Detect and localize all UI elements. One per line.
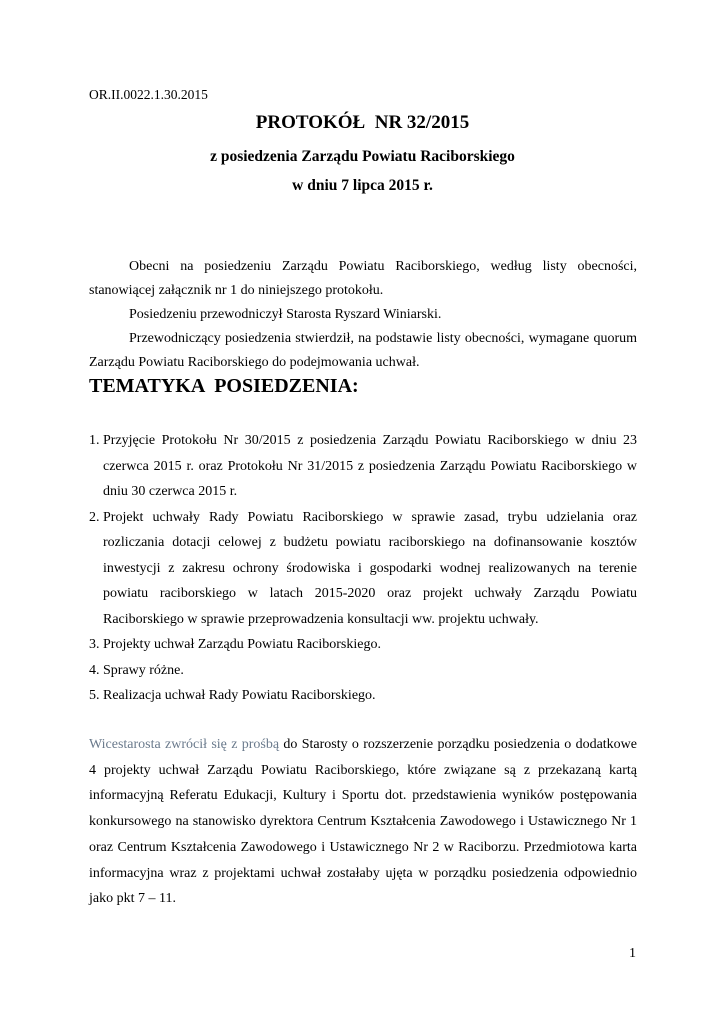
page-number: 1	[629, 946, 636, 961]
agenda-item-number: 1.	[89, 433, 100, 448]
agenda-item	[89, 658, 637, 684]
agenda-item	[89, 632, 637, 658]
agenda-item-text: Realizacja uchwał Rady Powiatu Raciborskiego.	[103, 688, 376, 703]
agenda-item	[89, 428, 637, 505]
highlighted-text: Wicestarosta zwrócił się z prośbą	[89, 737, 280, 752]
agenda-item-text: Projekt uchwały Rady Powiatu Raciborskiego w sprawie zasad, trybu udzielania oraz rozliczania dotacji celowej z budżetu powiatu raciborskiego na dofinansowanie kosztów inwestycji z zakresu ochrony środowiska i gospodarki wodnej realizowanych na terenie powiatu raciborskiego w latach 2015-2020 oraz projekt uchwały Zarządu Powiatu Raciborskiego w sprawie przeprowadzenia konsultacji ww. projektu uchwały.	[103, 509, 637, 627]
body-paragraph-text: do Starosty o rozszerzenie porządku posiedzenia o dodatkowe 4 projekty uchwał Zarządu Powiatu Raciborskiego, które związane są z przekazaną kartą informacyjną Referatu Edukacji, Kultury i Sportu dot. przedstawienia wyników postępowania konkursowego na stanowisko dyrektora Centrum Kształcenia Zawodowego i Ustawicznego Nr 1 oraz Centrum Kształcenia Zawodowego i Ustawicznego Nr 2 w Raciborzu. Przedmiotowa karta informacyjna wraz z projektami uchwał zostałaby ujęta w porządku posiedzenia odpowiednio jako pkt 7 – 11.	[89, 737, 637, 907]
agenda-item-number: 3.	[89, 637, 100, 652]
agenda-item	[89, 683, 637, 709]
intro-paragraph-attendance: Obecni na posiedzeniu Zarządu Powiatu Raciborskiego, według listy obecności, stanowiącej załącznik nr 1 do niniejszego protokołu.	[89, 259, 637, 298]
protocol-title: PROTOKÓŁ NR 32/2015	[255, 112, 470, 133]
protocol-date: w dniu 7 lipca 2015 r.	[292, 177, 433, 194]
agenda-item-text: Projekty uchwał Zarządu Powiatu Raciborskiego.	[103, 637, 381, 652]
body-paragraph-extension-request	[89, 732, 637, 912]
protocol-subtitle: z posiedzenia Zarządu Powiatu Raciborskiego	[210, 148, 515, 165]
reference-number: OR.II.0022.1.30.2015	[89, 87, 208, 102]
agenda-item-text: Przyjęcie Protokołu Nr 30/2015 z posiedzenia Zarządu Powiatu Raciborskiego w dniu 23 czerwca 2015 r. oraz Protokołu Nr 31/2015 z posiedzenia Zarządu Powiatu Raciborskiego w dniu 30 czerwca 2015 r.	[103, 433, 637, 499]
agenda-heading: TEMATYKA POSIEDZENIA:	[89, 375, 359, 397]
agenda-item-number: 2.	[89, 509, 100, 525]
agenda-item-text: Sprawy różne.	[103, 662, 184, 678]
agenda-list	[89, 428, 637, 709]
agenda-item-number: 4.	[89, 662, 100, 678]
agenda-item-number: 5.	[89, 688, 100, 703]
intro-paragraph-quorum: Przewodniczący posiedzenia stwierdził, na podstawie listy obecności, wymagane quorum Zarządu Powiatu Raciborskiego do podejmowania uchwał.	[89, 331, 637, 370]
intro-paragraph-chair: Posiedzeniu przewodniczył Starosta Ryszard Winiarski.	[129, 307, 442, 322]
agenda-item	[89, 505, 637, 633]
